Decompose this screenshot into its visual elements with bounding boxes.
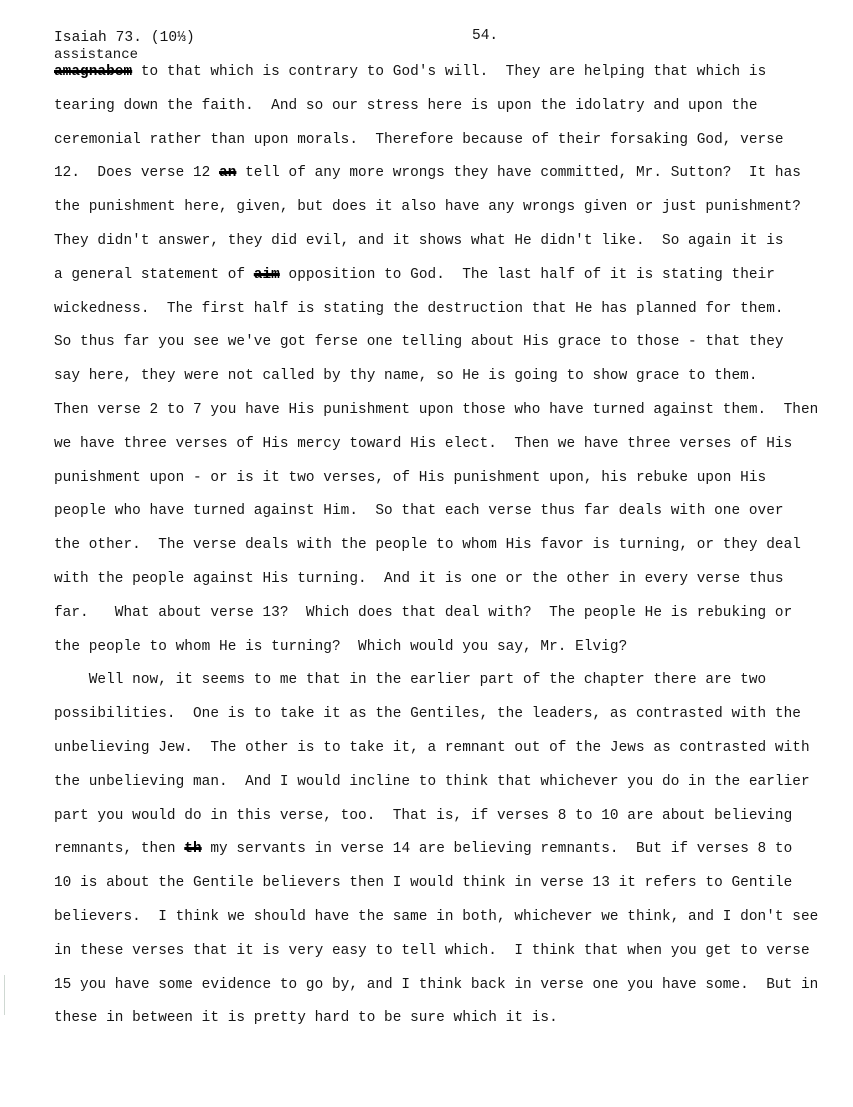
line-text: possibilities. One is to take it as the Gentiles, the leaders, as contrasted with the: [54, 706, 801, 723]
line-text: tearing down the faith. And so our stress here is upon the idolatry and upon the: [54, 97, 758, 114]
line-text: So thus far you see we've got ferse one telling about His grace to those - that they: [54, 334, 784, 351]
line-text: the punishment here, given, but does it also have any wrongs given or just punishment?: [54, 199, 801, 216]
body-text: [54, 59, 844, 1039]
line-text: say here, they were not called by thy name, so He is going to show grace to them.: [54, 368, 758, 385]
text-line: [54, 566, 844, 600]
text-line: [54, 904, 844, 938]
text-line: [54, 836, 844, 870]
text-line: [54, 228, 844, 262]
handwritten-insertion: assistance: [54, 47, 139, 63]
text-line: [54, 329, 844, 363]
text-line: [54, 972, 844, 1006]
line-text: the people to whom He is turning? Which would you say, Mr. Elvig?: [54, 638, 628, 655]
text-line: [54, 465, 844, 499]
struck-word: an: [219, 165, 237, 182]
line-text: the other. The verse deals with the people to whom His favor is turning, or they deal: [54, 537, 801, 554]
text-line: [54, 803, 844, 837]
line-text: Well now, it seems to me that in the earlier part of the chapter there are two: [54, 672, 767, 689]
line-text: my servants in verse 14 are believing remnants. But if verses 8 to: [201, 841, 793, 858]
line-text: in these verses that it is very easy to tell which. I think that when you get to verse: [54, 942, 810, 959]
struck-word: th: [184, 841, 202, 858]
line-text: people who have turned against Him. So that each verse thus far deals with one over: [54, 503, 784, 520]
line-text: wickedness. The first half is stating the destruction that He has planned for them.: [54, 300, 784, 317]
text-line: [54, 938, 844, 972]
text-line: [54, 600, 844, 634]
text-line: [54, 93, 844, 127]
text-line: [54, 1005, 844, 1039]
line-text: 15 you have some evidence to go by, and I think back in verse one you have some. But in: [54, 976, 819, 993]
page-number: 54.: [472, 28, 499, 44]
text-line: [54, 59, 844, 93]
line-text: part you would do in this verse, too. That is, if verses 8 to 10 are about believing: [54, 807, 793, 824]
margin-mark: [4, 975, 5, 1015]
text-line: [54, 634, 844, 668]
line-text: we have three verses of His mercy toward His elect. Then we have three verses of His: [54, 435, 793, 452]
line-text: a general statement of: [54, 266, 254, 283]
line-text: punishment upon - or is it two verses, of His punishment upon, his rebuke upon His: [54, 469, 767, 486]
text-line: [54, 296, 844, 330]
line-text: unbelieving Jew. The other is to take it, a remnant out of the Jews as contrasted with: [54, 739, 810, 756]
text-line: [54, 735, 844, 769]
line-text: opposition to God. The last half of it is stating their: [279, 266, 775, 283]
line-text: with the people against His turning. And it is one or the other in every verse thus: [54, 570, 784, 587]
line-text: far. What about verse 13? Which does that deal with? The people He is rebuking or: [54, 604, 793, 621]
struck-word: aim: [253, 266, 280, 283]
text-line: [54, 194, 844, 228]
text-line: [54, 701, 844, 735]
text-line: [54, 532, 844, 566]
text-line: [54, 498, 844, 532]
struck-word: amagnabem: [54, 64, 133, 80]
line-text: these in between it is pretty hard to be sure which it is.: [54, 1010, 558, 1027]
text-line: [54, 870, 844, 904]
line-text: remnants, then: [54, 841, 185, 858]
text-line: [54, 363, 844, 397]
page-reference: Isaiah 73. (10⅓): [54, 30, 195, 46]
line-text: tell of any more wrongs they have committed, Mr. Sutton? It has: [236, 165, 801, 182]
line-text: the unbelieving man. And I would incline to think that whichever you do in the earlier: [54, 773, 810, 790]
text-line: [54, 431, 844, 465]
text-line: [54, 397, 844, 431]
text-line: [54, 769, 844, 803]
line-text: to that which is contrary to God's will. They are helping that which is: [132, 64, 767, 80]
text-line: [54, 160, 844, 194]
line-text: Then verse 2 to 7 you have His punishment upon those who have turned against them. Then: [54, 401, 819, 418]
line-text: ceremonial rather than upon morals. Therefore because of their forsaking God, verse: [54, 131, 784, 148]
text-line: [54, 127, 844, 161]
line-text: 10 is about the Gentile believers then I would think in verse 13 it refers to Gentile: [54, 875, 793, 892]
line-text: They didn't answer, they did evil, and it shows what He didn't like. So again it is: [54, 232, 784, 249]
line-text: believers. I think we should have the same in both, whichever we think, and I don't see: [54, 908, 819, 925]
text-line: [54, 262, 844, 296]
line-text: 12. Does verse 12: [54, 165, 220, 182]
text-line: [54, 667, 844, 701]
